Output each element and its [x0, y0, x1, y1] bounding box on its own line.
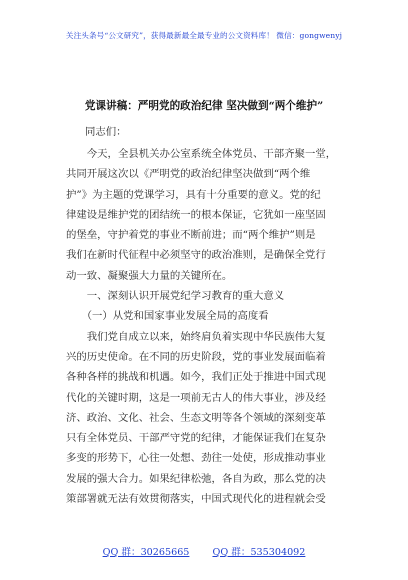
body-line: 共同开展这次以《严明党的政治纪律坚决做到“两个维 [66, 168, 311, 181]
body-line: 今天，全县机关办公室系统全体党员、干部齐聚一堂， [66, 148, 337, 160]
qq-group-link-2[interactable]: QQ 群：535304092 [212, 547, 306, 558]
body-line: 兴的历史使命。在不同的历史阶段，党的事业发展面临着 [66, 350, 326, 363]
body-line: 我们在新时代征程中必须坚守的政治准则，是确保全党行 [66, 249, 326, 262]
body-line: 动一致、凝聚强大力量的关键所在。 [66, 269, 233, 282]
subsection-heading: （一）从党和国家事业发展全局的高度看 [66, 310, 269, 323]
body-line: 代化的关键时期，这是一项前无古人的伟大事业，涉及经 [66, 391, 326, 404]
body-text [66, 144, 344, 509]
qq-group-link-1[interactable]: QQ 群：30265665 [102, 547, 190, 558]
body-line: 我们党自成立以来，始终肩负着实现中华民族伟大复 [66, 330, 326, 343]
document-title: 党课讲稿：严明党的政治纪律 坚决做到“两个维护” [84, 100, 324, 112]
body-line: 只有全体党员、干部严守党的纪律，才能保证我们在复杂 [66, 432, 326, 445]
body-line: 护”》为主题的党课学习，具有十分重要的意义。党的纪 [66, 188, 321, 201]
body-line: 的堡垒，守护着党的事业不断前进；而“两个维护”则是 [66, 229, 316, 242]
section-heading: 一、深刻认识开展党纪学习教育的重大意义 [66, 290, 285, 303]
body-line: 发展的强大合力。如果纪律松弛，各自为政，那么党的决 [66, 472, 326, 485]
header-promo-note: 关注头条号“公文研究”，获得最新最全最专业的公文资料库！ 微信：gongwenyj [65, 31, 343, 40]
body-line: 策部署就无法有效贯彻落实，中国式现代化的进程就会受 [66, 493, 326, 506]
body-line: 济、政治、文化、社会、生态文明等各个领域的深刻变革 [66, 411, 326, 424]
body-line: 律建设是维护党的团结统一的根本保证，它犹如一座坚固 [66, 208, 326, 221]
body-line: 各种各样的挑战和机遇。如今，我们正处于推进中国式现 [66, 371, 326, 384]
greeting: 同志们： [85, 126, 127, 138]
body-line: 多变的形势下，心往一处想、劲往一处使，形成推动事业 [66, 452, 326, 465]
footer-contact [0, 544, 408, 558]
